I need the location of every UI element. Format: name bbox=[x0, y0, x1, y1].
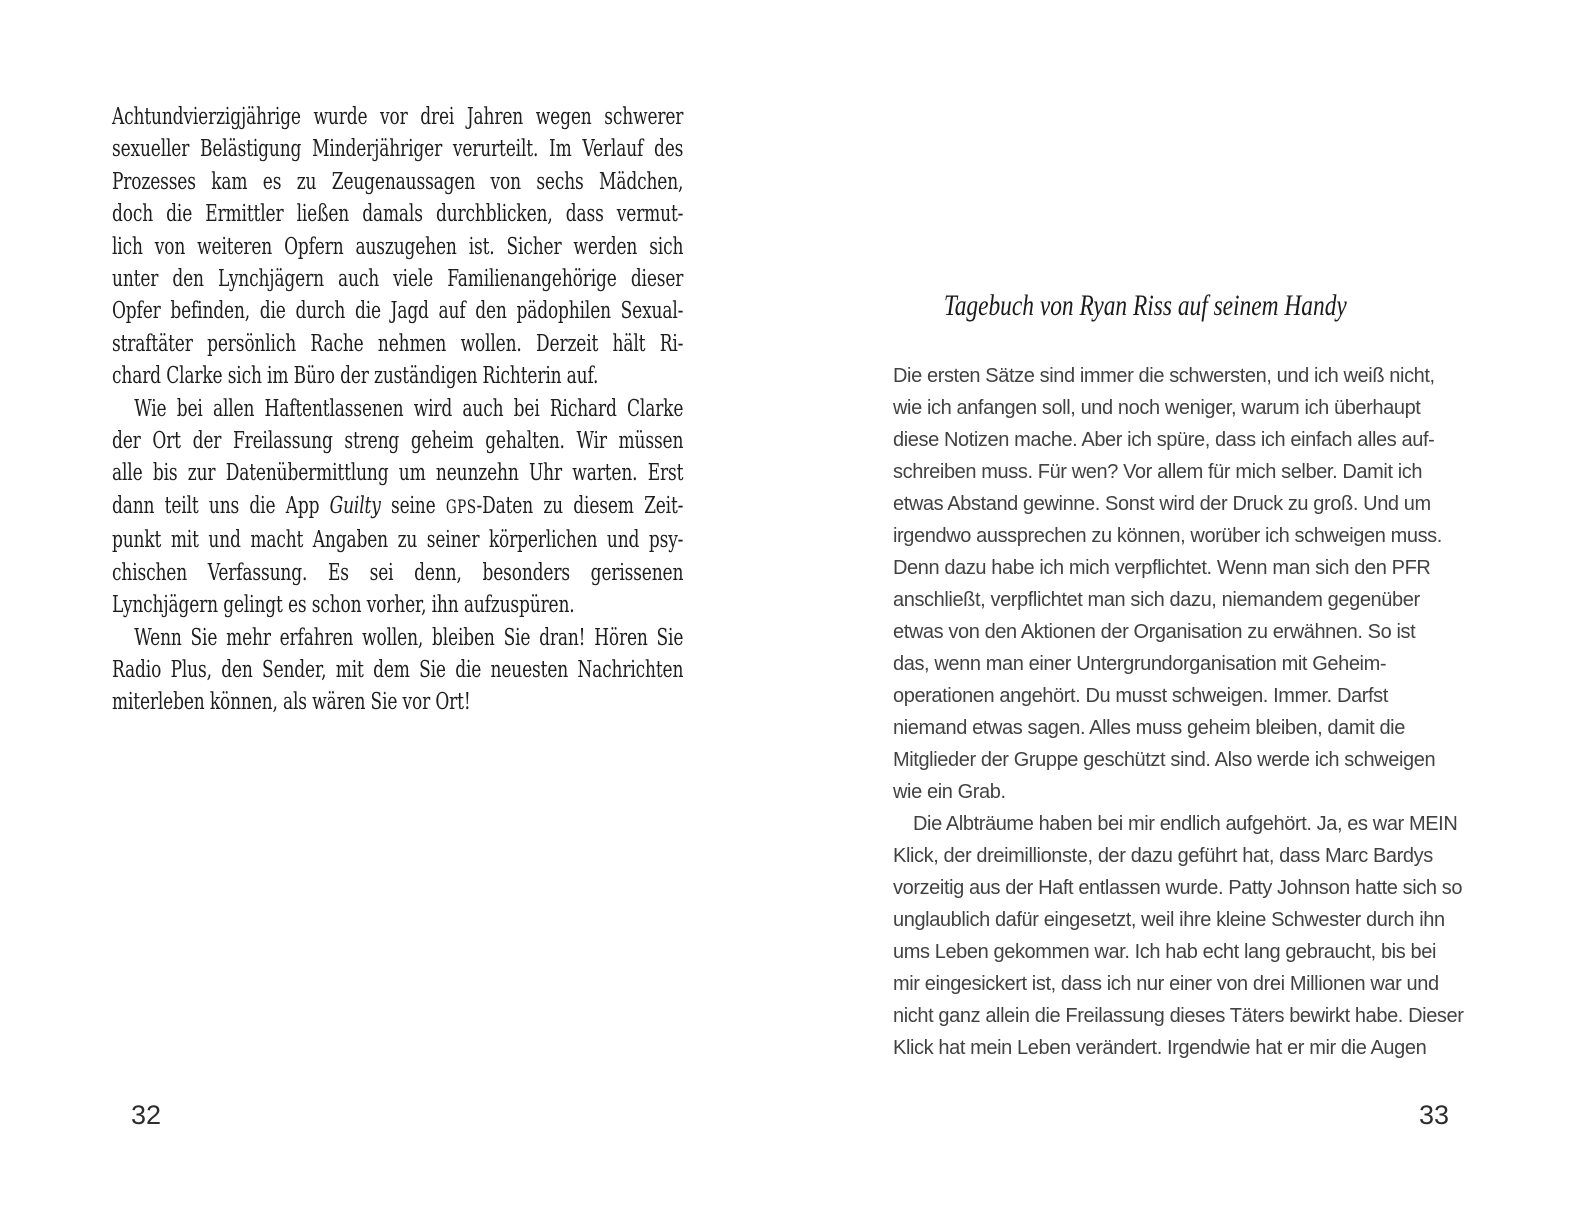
left-page-number: 32 bbox=[131, 1100, 162, 1130]
chapter-heading: Tagebuch von Ryan Riss auf seinem Handy bbox=[943, 289, 1347, 322]
right-page-number: 33 bbox=[1419, 1100, 1450, 1130]
text-line: unter den Lynchjägern auch viele Familienangehörige dieser bbox=[112, 266, 684, 293]
text-line: niemand etwas sagen. Alles muss geheim bleiben, damit die bbox=[893, 717, 1405, 739]
left-page-text bbox=[112, 101, 683, 719]
text-line: etwas Abstand gewinne. Sonst wird der Druck zu groß. Und um bbox=[893, 493, 1431, 515]
smallcaps-text: GPS bbox=[445, 496, 477, 518]
text-line: Wenn Sie mehr erfahren wollen, bleiben Sie dran! Hören Sie bbox=[134, 624, 684, 651]
text-line: wie ich anfangen soll, und noch weniger, warum ich überhaupt bbox=[893, 397, 1421, 419]
text-line: straftäter persönlich Rache nehmen wollen. Derzeit hält Ri- bbox=[112, 330, 684, 357]
text-line: Klick hat mein Leben verändert. Irgendwie hat er mir die Augen bbox=[893, 1037, 1427, 1059]
text-line: Achtundvierzigjährige wurde vor drei Jahren wegen schwerer bbox=[112, 104, 684, 130]
text-line: Opfer befinden, die durch die Jagd auf den pädophilen Sexual- bbox=[112, 298, 684, 325]
text-line: vorzeitig aus der Haft entlassen wurde. Patty Johnson hatte sich so bbox=[893, 877, 1463, 899]
text-line: Klick, der dreimillionste, der dazu geführt hat, dass Marc Bardys bbox=[893, 845, 1433, 867]
text-line: etwas von den Aktionen der Organisation zu erwähnen. So ist bbox=[893, 621, 1416, 643]
text-line: ums Leben gekommen war. Ich hab echt lang gebraucht, bis bei bbox=[893, 941, 1437, 963]
text-line: punkt mit und macht Angaben zu seiner körperlichen und psy- bbox=[112, 527, 684, 554]
text-line: chischen Verfassung. Es sei denn, besonders gerissenen bbox=[112, 559, 684, 586]
text-line: doch die Ermittler ließen damals durchblicken, dass vermut- bbox=[112, 201, 684, 228]
right-page-text bbox=[893, 360, 1467, 1064]
text-line: der Ort der Freilassung streng geheim gehalten. Wir müssen bbox=[112, 428, 684, 455]
text-line: mir eingesickert ist, dass ich nur einer von drei Millionen war und bbox=[893, 973, 1439, 995]
text-line: irgendwo aussprechen zu können, worüber ich schweigen muss. bbox=[893, 525, 1442, 547]
text-line: schreiben muss. Für wen? Vor allem für mich selber. Damit ich bbox=[893, 461, 1423, 483]
text-line: Mitglieder der Gruppe geschützt sind. Also werde ich schweigen bbox=[893, 749, 1436, 771]
text-line: miterleben können, als wären Sie vor Ort! bbox=[112, 689, 471, 716]
text-line: diese Notizen mache. Aber ich spüre, dass ich einfach alles auf- bbox=[893, 429, 1435, 451]
text-line: wie ein Grab. bbox=[893, 781, 1006, 803]
text-line: sexueller Belästigung Minderjähriger verurteilt. Im Verlauf des bbox=[112, 136, 684, 163]
text-line: Radio Plus, den Sender, mit dem Sie die neuesten Nachrichten bbox=[112, 656, 684, 683]
text-line: nicht ganz allein die Freilassung dieses Täters bewirkt habe. Dieser bbox=[893, 1005, 1464, 1027]
chapter-heading-row bbox=[856, 288, 1434, 329]
text-line: lich von weiteren Opfern auszugehen ist. Sicher werden sich bbox=[112, 233, 684, 260]
text-line: Die ersten Sätze sind immer die schwersten, und ich weiß nicht, bbox=[893, 365, 1435, 387]
text-line: chard Clarke sich im Büro der zuständigen Richterin auf. bbox=[112, 363, 599, 390]
text-line: dann teilt uns die App Guilty seine GPS-Daten zu diesem Zeit- bbox=[112, 492, 684, 519]
text-line: operationen angehört. Du musst schweigen. Immer. Darfst bbox=[893, 685, 1388, 707]
text-line: Lynchjägern gelingt es schon vorher, ihn aufzuspüren. bbox=[112, 592, 575, 619]
text-line: unglaublich dafür eingesetzt, weil ihre kleine Schwester durch ihn bbox=[893, 909, 1445, 931]
text-line: Denn dazu habe ich mich verpflichtet. Wenn man sich den PFR bbox=[893, 557, 1431, 579]
text-line: Die Albträume haben bei mir endlich aufgehört. Ja, es war MEIN bbox=[913, 813, 1458, 835]
app-name-italic: Guilty bbox=[329, 492, 381, 519]
text-line: das, wenn man einer Untergrundorganisation mit Geheim- bbox=[893, 653, 1387, 675]
text-line: anschließt, verpflichtet man sich dazu, niemandem gegenüber bbox=[893, 589, 1420, 611]
text-line: Prozesses kam es zu Zeugenaussagen von sechs Mädchen, bbox=[112, 168, 684, 195]
text-line: alle bis zur Datenübermittlung um neunzehn Uhr warten. Erst bbox=[112, 460, 684, 487]
text-line: Wie bei allen Haftentlassenen wird auch bei Richard Clarke bbox=[134, 395, 684, 422]
